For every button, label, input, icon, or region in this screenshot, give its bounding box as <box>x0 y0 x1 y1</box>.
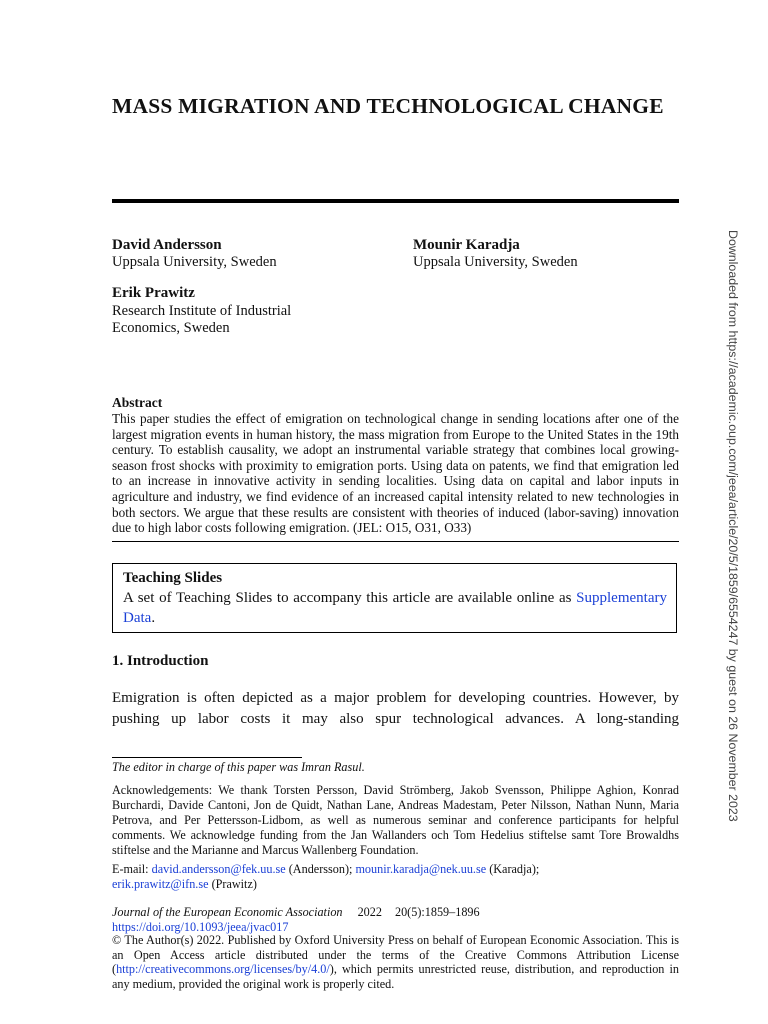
email-footnote <box>112 862 679 893</box>
author-affiliation: Uppsala University, Sweden <box>413 254 578 270</box>
author-block-andersson <box>112 236 277 271</box>
abstract-heading: Abstract <box>112 395 163 410</box>
email-owner: (Karadja); <box>486 862 540 876</box>
doi-link[interactable]: https://doi.org/10.1093/jeea/jvac017 <box>112 920 289 934</box>
email-owner: (Andersson); <box>285 862 356 876</box>
teaching-slides-text <box>123 589 667 628</box>
journal-citation <box>112 905 679 935</box>
license-text: ), which permits unrestricted reuse, distribution, and reproduction in any medium, provided the original work is properly cited. <box>112 962 679 991</box>
author-affiliation-line: Research Institute of Industrial <box>112 303 292 319</box>
email-label: E-mail: <box>112 862 152 876</box>
journal-year: 2022 <box>357 905 382 919</box>
email-link-prawitz[interactable]: erik.prawitz@ifn.se <box>112 877 209 892</box>
abstract-text: This paper studies the effect of emigration on technological change in sending locations after one of the largest migration events in human history, the mass migration from Europe to the United States in the 19th century. To establish causality, we adopt an instrumental variable strategy that combines local growing-season frost shocks with proximity to emigration ports. Using data on patents, we find that emigration led to an increase in innovative activity in sending localities. Using data on capital and labor inputs in agriculture and industry, we find evidence of an increased capital intensity related to new technologies in both sectors. We argue that these results are consistent with theories of induced (labor-saving) innovation due to high labor costs following emigration. (JEL: O15, O31, O33) <box>112 411 679 536</box>
license-text: © The Author(s) 2022. Published by Oxford University Press on behalf of European Economic Association. This is an Open Access article distributed under the terms of the Creative Commons Attribution License ( <box>112 933 679 977</box>
author-block-karadja <box>413 236 578 271</box>
sentence-end: . <box>151 609 156 626</box>
author-name: Mounir Karadja <box>413 237 520 253</box>
license-notice <box>112 933 679 991</box>
journal-name: Journal of the European Economic Association <box>112 905 343 919</box>
abstract-divider <box>112 541 679 542</box>
email-link-karadja[interactable]: mounir.karadja@nek.uu.se <box>355 862 487 876</box>
license-url-link[interactable]: http://creativecommons.org/licenses/by/4.0/ <box>116 962 330 977</box>
author-name: Erik Prawitz <box>112 285 195 301</box>
teaching-slides-sentence: A set of Teaching Slides to accompany this article are available online as <box>123 590 572 606</box>
author-name: David Andersson <box>112 237 222 253</box>
journal-volume: 20(5):1859–1896 <box>394 905 480 919</box>
introduction-text: Emigration is often depicted as a major problem for developing countries. However, by pushing up labor costs it may also spur technological advances. A long-standing <box>112 690 679 727</box>
acknowledgements: Acknowledgements: We thank Torsten Persson, David Strömberg, Jakob Svensson, Philippe Aghion, Konrad Burchardi, Davide Cantoni, Jon de Quidt, Nathan Lane, Andreas Madestam, Peter Nilsson, Nathan Nunn, Maria Petrova, and Per Pettersson-Lidbom, as well as numerous seminar and conference participants for helpful comments. We acknowledge funding from the Jan Wallanders och Tom Hedelius stiftelse samt Tore Browaldhs stiftelse and the Marianne and Marcus Wallenberg Foundation. <box>112 783 679 858</box>
download-watermark: Downloaded from https://academic.oup.com/jeea/article/20/5/1859/6554247 by guest on 26 November 2023 <box>726 230 740 822</box>
editor-note: The editor in charge of this paper was Imran Rasul. <box>112 760 365 774</box>
teaching-slides-heading: Teaching Slides <box>123 570 223 586</box>
author-block-prawitz <box>112 284 291 337</box>
footnote-divider <box>112 757 302 758</box>
supplementary-data-link[interactable]: Supplementary Data <box>123 590 667 626</box>
author-affiliation-line: Economics, Sweden <box>112 320 230 336</box>
paper-title: MASS MIGRATION AND TECHNOLOGICAL CHANGE <box>112 94 664 118</box>
email-link-andersson[interactable]: david.andersson@fek.uu.se <box>151 862 286 876</box>
email-owner: (Prawitz) <box>208 877 257 892</box>
section-heading: 1. Introduction <box>112 653 209 669</box>
author-affiliation: Uppsala University, Sweden <box>112 254 277 270</box>
title-divider <box>112 199 679 203</box>
